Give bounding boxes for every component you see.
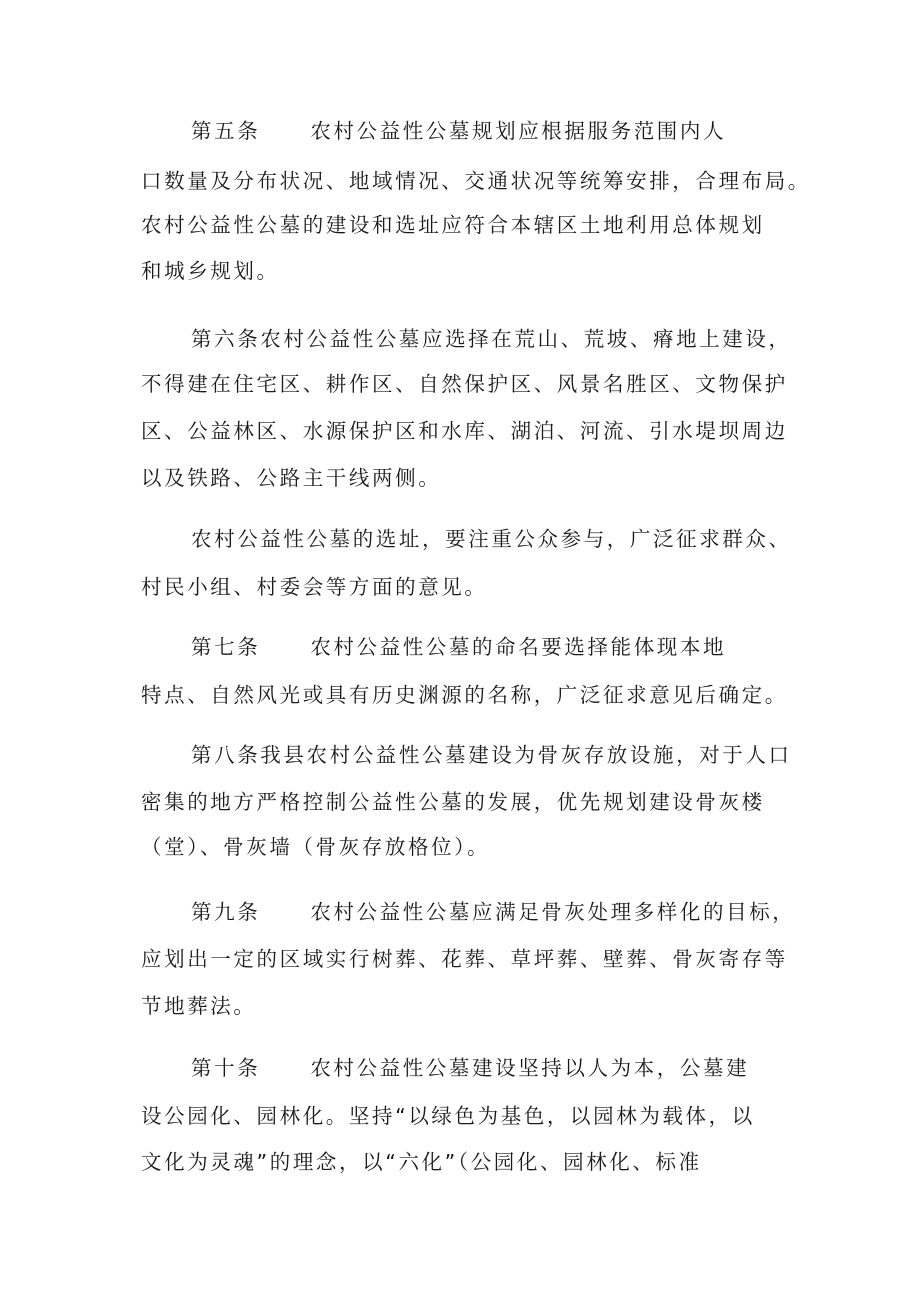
article-7-line-2: 特点、自然风光或具有历史渊源的名称，广泛征求意见后确定。 — [141, 683, 788, 707]
article-7-text: 农村公益性公墓的命名要选择能体现本地 — [310, 635, 727, 659]
article-5-heading: 第五条 — [191, 119, 261, 143]
article-5-text: 农村公益性公墓规划应根据服务范围内人 — [310, 119, 727, 143]
article-10-line-3: 文化为灵魂”的理念，以“六化”（公园化、园林化、标准 — [141, 1150, 702, 1174]
article-5-line-4: 和城乡规划。 — [141, 259, 280, 283]
article-7-heading: 第七条 — [191, 635, 261, 659]
article-6-line-1: 第六条农村公益性公墓应选择在荒山、荒坡、瘠地上建设， — [191, 327, 792, 351]
article-9-heading: 第九条 — [191, 900, 261, 924]
article-5-first-line — [191, 117, 726, 145]
article-10-text: 农村公益性公墓建设坚持以人为本，公墓建 — [310, 1056, 750, 1080]
site-selection-line-1: 农村公益性公墓的选址，要注重公众参与，广泛征求群众、 — [191, 527, 792, 551]
article-8-line-1: 第八条我县农村公益性公墓建设为骨灰存放设施，对于人口 — [191, 743, 792, 767]
article-10-heading: 第十条 — [191, 1056, 261, 1080]
article-9-text: 农村公益性公墓应满足骨灰处理多样化的目标， — [310, 900, 796, 924]
article-5-line-3: 农村公益性公墓的建设和选址应符合本辖区土地利用总体规划 — [141, 213, 765, 237]
site-selection-line-2: 村民小组、村委会等方面的意见。 — [141, 575, 488, 599]
article-6-line-4: 以及铁路、公路主干线两侧。 — [141, 466, 442, 490]
article-8-line-3: （堂）、骨灰墙（骨灰存放格位）。 — [141, 835, 491, 859]
article-7-first-line — [191, 633, 726, 661]
article-6-line-3: 区、公益林区、水源保护区和水库、湖泊、河流、引水堤坝周边 — [141, 419, 788, 443]
article-10-line-2: 设公园化、园林化。坚持“以绿色为基色，以园林为载体，以 — [141, 1104, 755, 1128]
article-9-line-3: 节地葬法。 — [141, 994, 257, 1018]
article-9-first-line — [191, 898, 795, 926]
article-6-line-2: 不得建在住宅区、耕作区、自然保护区、风景名胜区、文物保护 — [141, 372, 788, 396]
article-10-first-line — [191, 1054, 749, 1082]
article-8-line-2: 密集的地方严格控制公益性公墓的发展，优先规划建设骨灰楼 — [141, 790, 765, 814]
article-9-line-2: 应划出一定的区域实行树葬、花葬、草坪葬、壁葬、骨灰寄存等 — [141, 947, 788, 971]
article-5-line-2: 口数量及分布状况、地域情况、交通状况等统筹安排，合理布局。 — [141, 169, 811, 193]
